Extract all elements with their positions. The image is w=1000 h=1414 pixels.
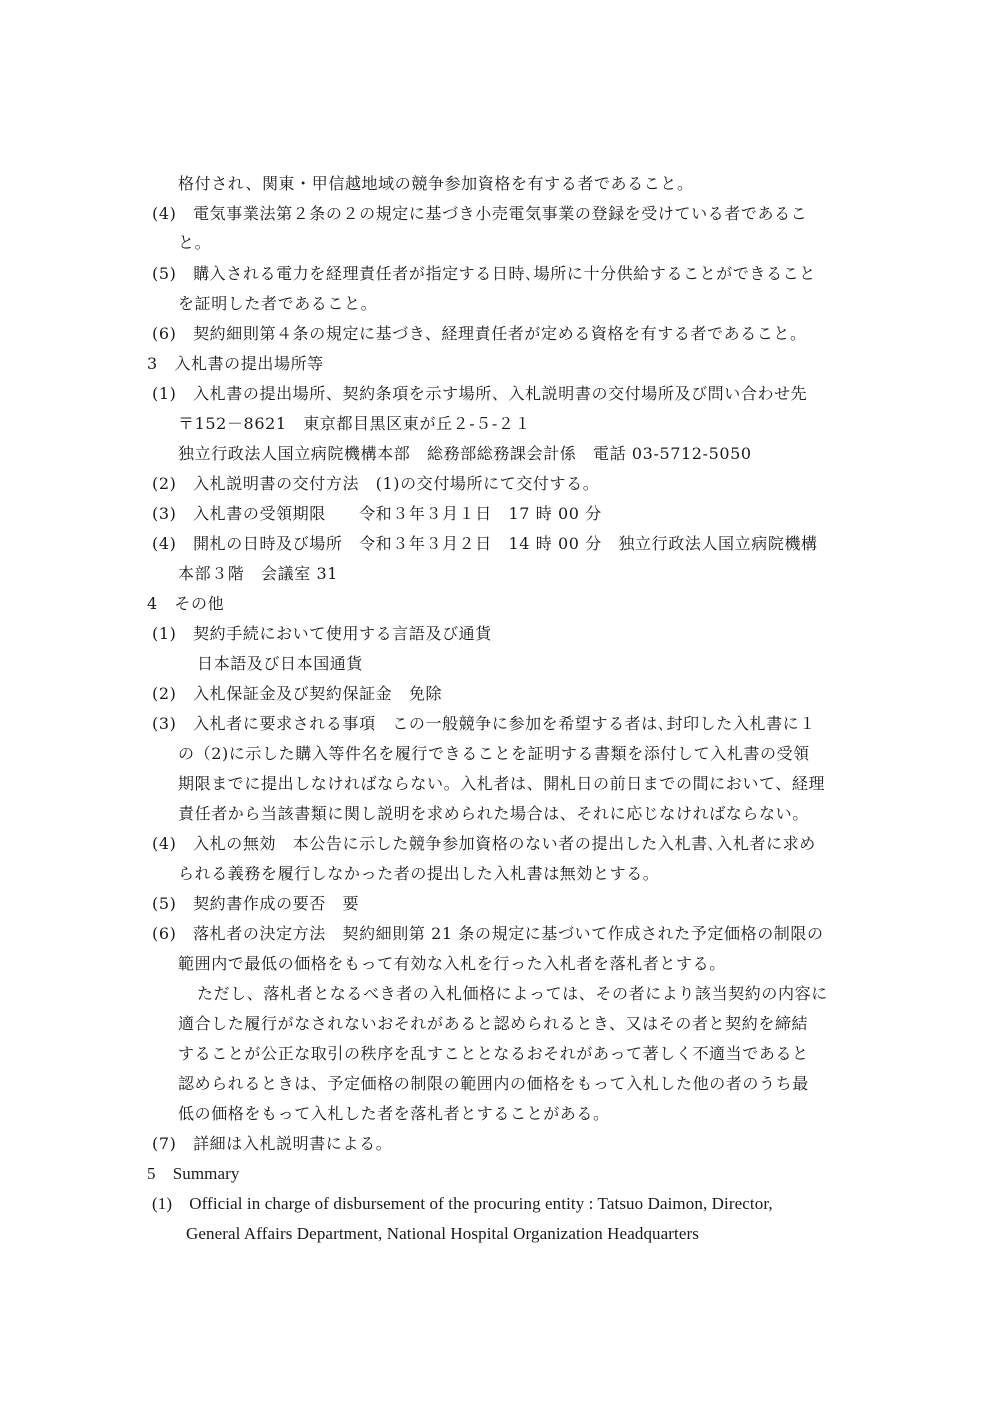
text-line: (1) 入札書の提出場所、契約条項を示す場所、入札説明書の交付場所及び問い合わせ先 — [152, 384, 808, 403]
text-line: 〒152－8621 東京都目黒区東が丘２-５-２１ — [178, 414, 532, 433]
text-line: (7) 詳細は入札説明書による。 — [152, 1134, 393, 1153]
text-line: (4) 電気事業法第２条の２の規定に基づき小売電気事業の登録を受けている者であるこ — [152, 204, 808, 223]
section-heading: 5 Summary — [147, 1164, 240, 1183]
text-line: (5) 購入される電力を経理責任者が指定する日時､場所に十分供給することができること — [152, 264, 816, 283]
text-line: 認められるときは、予定価格の制限の範囲内の価格をもって入札した他の者のうち最 — [178, 1074, 809, 1093]
text-line: (1) Official in charge of disbursement of the procuring entity : Tatsuo Daimon, Director, — [152, 1194, 773, 1213]
text-line: 格付され、関東・甲信越地域の競争参加資格を有する者であること。 — [178, 174, 694, 193]
text-line: (6) 落札者の決定方法 契約細則第 21 条の規定に基づいて作成された予定価格の制限の — [152, 924, 824, 943]
text-line: (4) 開札の日時及び場所 令和３年３月２日 14 時 00 分 独立行政法人国立病院機構 — [152, 534, 818, 553]
section-heading: 4 その他 — [147, 594, 225, 613]
text-line: することが公正な取引の秩序を乱すこととなるおそれがあって著しく不適当であると — [178, 1044, 809, 1063]
text-line: ただし、落札者となるべき者の入札価格によっては、その者により該当契約の内容に — [197, 984, 828, 1003]
text-line: (6) 契約細則第４条の規定に基づき、経理責任者が定める資格を有する者であること。 — [152, 324, 807, 343]
text-line: 独立行政法人国立病院機構本部 総務部総務課会計係 電話 03-5712-5050 — [178, 444, 752, 463]
text-line: 期限までに提出しなければならない。入札者は、開札日の前日までの間において、経理 — [178, 774, 826, 793]
text-line: (3) 入札者に要求される事項 この一般競争に参加を希望する者は､封印した入札書に１ — [152, 714, 816, 733]
text-line: (5) 契約書作成の要否 要 — [152, 894, 360, 913]
text-line: の（2)に示した購入等件名を履行できることを証明する書類を添付して入札書の受領 — [178, 744, 810, 763]
text-line: 範囲内で最低の価格をもって有効な入札を行った入札者を落札者とする。 — [178, 954, 726, 973]
text-line: General Affairs Department, National Hospital Organization Headquarters — [186, 1224, 699, 1243]
text-line: られる義務を履行しなかった者の提出した入札書は無効とする。 — [178, 864, 660, 883]
text-line: (4) 入札の無効 本公告に示した競争参加資格のない者の提出した入札書､入札者に求め — [152, 834, 816, 853]
text-line: (2) 入札説明書の交付方法 (1)の交付場所にて交付する。 — [152, 474, 600, 493]
text-line: (3) 入札書の受領期限 令和３年３月１日 17 時 00 分 — [152, 504, 602, 523]
text-line: を証明した者であること。 — [178, 294, 378, 313]
text-line: と。 — [178, 233, 212, 252]
text-line: 責任者から当該書類に関し説明を求められた場合は、それに応じなければならない。 — [178, 804, 809, 823]
text-line: 低の価格をもって入札した者を落札者とすることがある。 — [178, 1104, 610, 1123]
text-line: (1) 契約手続において使用する言語及び通貨 — [152, 624, 492, 643]
text-line: 本部３階 会議室 31 — [178, 564, 339, 583]
text-line: 適合した履行がなされないおそれがあると認められるとき、又はその者と契約を締結 — [178, 1014, 809, 1033]
text-line: (2) 入札保証金及び契約保証金 免除 — [152, 684, 443, 703]
text-line: 日本語及び日本国通貨 — [197, 654, 364, 673]
section-heading: 3 入札書の提出場所等 — [147, 354, 324, 373]
